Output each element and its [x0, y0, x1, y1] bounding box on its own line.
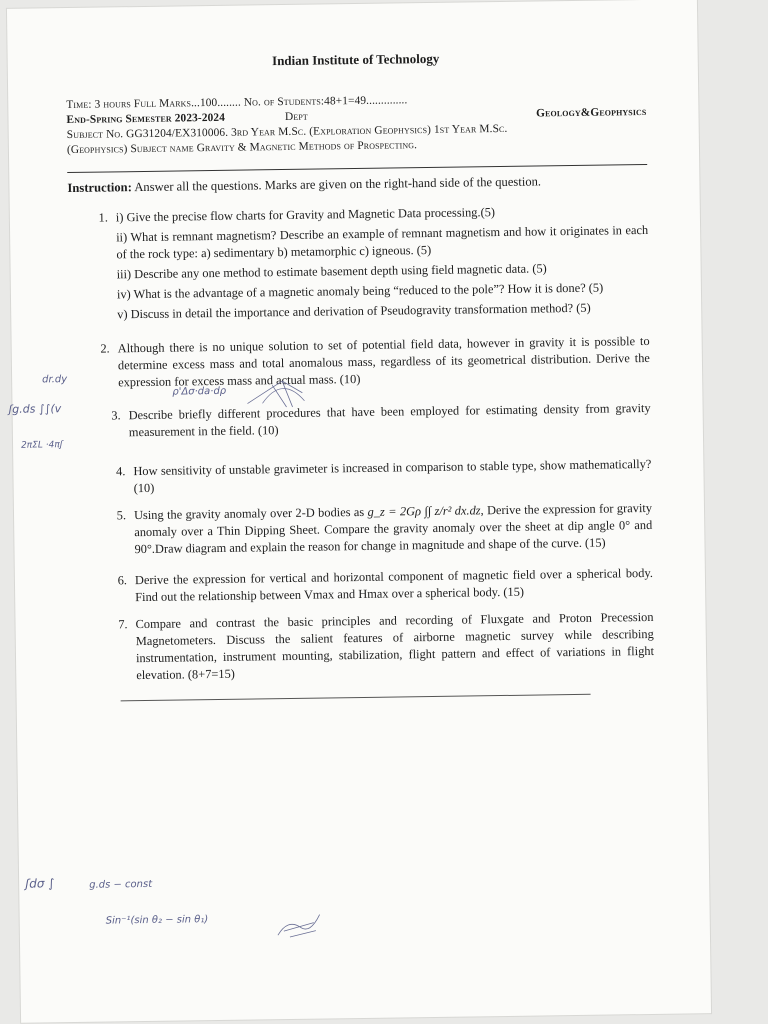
question-number: 4.	[116, 464, 126, 479]
question-number: 2.	[100, 341, 110, 356]
handwritten-note: 2πΣL ·4πʃ	[20, 440, 63, 451]
handwritten-note: ρ'Δσ·da·dρ	[172, 385, 227, 398]
question-number: 6.	[117, 573, 128, 588]
subject-name: (Geophysics) Subject name Gravity & Magnetic Methods of Prospecting.	[66, 139, 418, 157]
question-7	[103, 609, 654, 685]
question-text: , Derive the expression for gravity anomaly over a Thin Dipping Sheet. Compare the gravity anomaly over the sheet at dip angle 0° and 90°.Draw diagram and explain the reason for change in magnitude and shape of the curve. (15)	[134, 500, 653, 557]
pencil-sketch-icon	[269, 904, 330, 945]
question-text: Compare and contrast the basic principles and recording of Fluxgate and Proton Precession Magnetometers. Discuss the salient features of airborne magnetic survey while describing instrumentation, instrument mounting, stabilization, flight pattern and effect of variations in flight elevation. (8+7=15)	[135, 609, 655, 683]
dept-label: Dept	[284, 110, 308, 123]
question-part: ii) What is remnant magnetism? Describe an example of remnant magnetism and how it originates in each of the rock type: a) sedimentary b) metamorphic c) igneous. (5)	[116, 222, 649, 262]
question-4	[101, 456, 651, 498]
question-1	[84, 202, 650, 327]
dept-name: Geology&Geophysics	[536, 105, 647, 120]
question-text: How sensitivity of unstable gravimeter is increased in comparison to stable type, show mathematically? (10)	[133, 456, 652, 496]
question-5	[102, 500, 653, 559]
time: Time: 3 hours	[66, 98, 131, 112]
question-part: i) Give the precise flow charts for Gravity and Magnetic Data processing.(5)	[115, 205, 496, 225]
instruction	[67, 173, 647, 196]
question-number: 5.	[116, 508, 127, 523]
question-text: Although there is no unique solution to set of potential field data, however in gravity it is possible to determine excess mass and total anomalous mass, regardless of its geometrical distribution. Derive the expression for excess mass and actual mass. (10)	[117, 333, 650, 390]
institute-title: Indian Institute of Technology	[271, 50, 440, 69]
handwritten-note: ʃdσ ∫	[25, 876, 55, 891]
handwritten-note: Sin⁻¹(sin θ₂ − sin θ₁)	[105, 914, 209, 927]
instruction-label: Instruction:	[67, 180, 132, 196]
gravity-formula: g_z = 2Gρ ∫∫ z/r² dx.dz	[367, 503, 481, 519]
handwritten-note: dr.dy	[42, 374, 68, 386]
question-part: iii) Describe any one method to estimate basement depth using field magnetic data. (5)	[116, 261, 547, 282]
num-students: No. of Students:48+1=49..............	[243, 94, 408, 109]
question-text: Using the gravity anomaly over 2-D bodies as	[133, 504, 368, 523]
question-number: 3.	[111, 408, 121, 423]
question-part: v) Discuss in detail the importance and derivation of Pseudogravity transformation method? (5)	[117, 300, 591, 322]
full-marks: Full Marks...100........	[133, 96, 241, 111]
question-text: Describe briefly different procedures that have been employed for estimating density from gravity measurement in the field. (10)	[128, 400, 651, 440]
paper-content	[66, 48, 655, 702]
question-6	[103, 565, 653, 607]
question-number: 7.	[118, 617, 128, 632]
pencil-scribble-icon	[242, 373, 313, 414]
subject-number: Subject No. GG31204/EX310006. 3rd Year M.Sc. (Exploration Geophysics) 1st Year M.Sc.	[66, 122, 508, 142]
semester: End-Spring Semester 2023-2024	[66, 111, 226, 127]
instruction-text: Answer all the questions. Marks are given on the right-hand side of the question.	[131, 174, 542, 195]
handwritten-note: ʃg.ds ∫∫(v	[8, 402, 62, 416]
question-3	[97, 400, 651, 442]
question-number: 1.	[98, 210, 108, 225]
question-text: Derive the expression for vertical and horizontal component of magnetic field over a spherical body. Find out the relationship between Vmax and Hmax over a spherical body. (15)	[134, 565, 653, 605]
question-part: iv) What is the advantage of a magnetic anomaly being “reduced to the pole”? How it is done? (5)	[116, 280, 604, 302]
exam-paper	[7, 0, 711, 1023]
end-rule	[121, 694, 591, 702]
handwritten-note: g.ds − const	[89, 878, 153, 891]
header-rule	[67, 164, 647, 173]
question-2	[86, 333, 651, 392]
